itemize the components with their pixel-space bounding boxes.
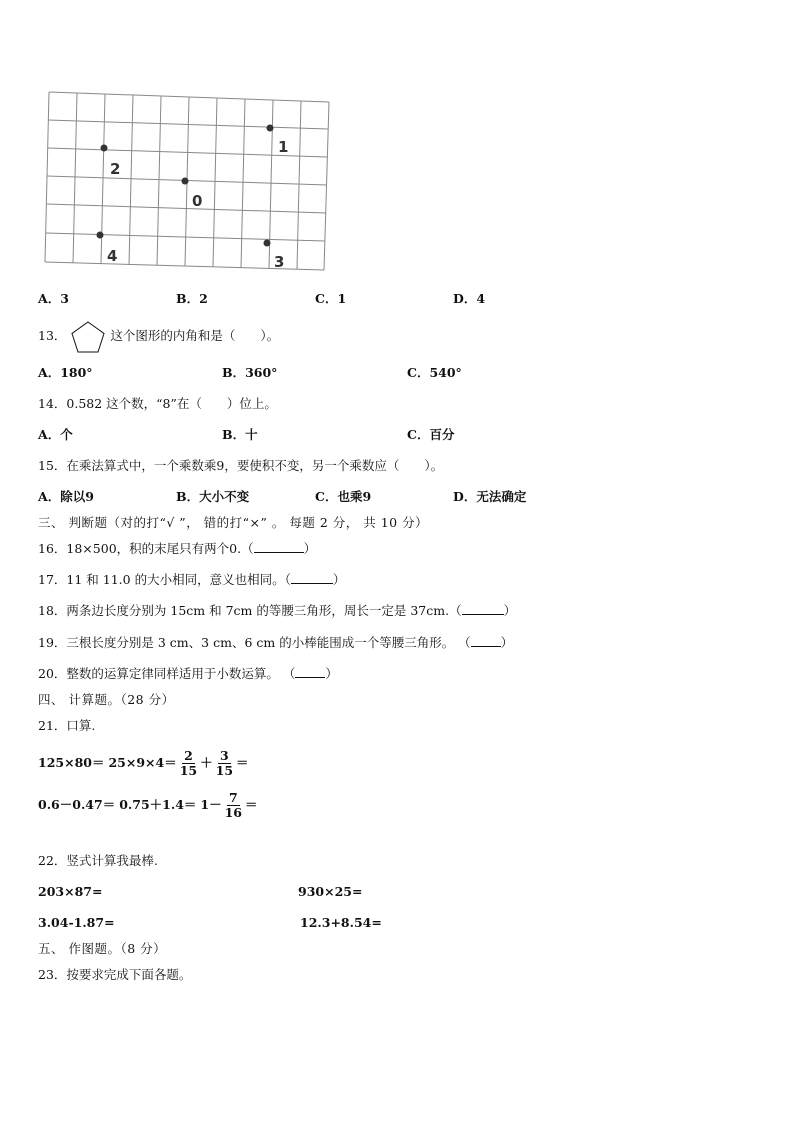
q16-close: ） — [303, 541, 317, 556]
q15-option-b[interactable]: B．大小不变 — [176, 489, 250, 504]
question-21-title: 21．口算. — [38, 718, 96, 733]
q15-option-c[interactable]: C．也乘9 — [315, 489, 372, 504]
q21-expr-4: 0.6－0.47＝ — [38, 797, 116, 812]
q15-option-a[interactable]: A．除以9 — [38, 489, 94, 504]
question-17 — [38, 572, 345, 588]
grid-point-3 — [264, 240, 271, 247]
question-13 — [38, 319, 279, 354]
q19-text: 19．三根长度分别是 3 cm、3 cm、6 cm 的小棒能围成一个等腰三角形。 （ — [38, 635, 471, 650]
q21-fraction-3 — [223, 791, 244, 820]
grid-figure — [42, 90, 332, 272]
grid-point-2 — [101, 145, 108, 152]
question-18 — [38, 603, 516, 619]
q14-option-a[interactable]: A．个 — [38, 427, 73, 442]
fraction-2-denominator: 15 — [215, 762, 234, 778]
q13-option-b[interactable]: B．360° — [222, 365, 278, 380]
q12-option-b[interactable]: B．2 — [176, 291, 208, 306]
question-15: 15．在乘法算式中，一个乘数乘9，要使积不变，另一个乘数应（ ）。 — [38, 458, 444, 473]
q17-text: 17．11 和 11.0 的大小相同，意义也相同。（ — [38, 572, 291, 587]
grid-label-4: 4 — [107, 247, 118, 265]
q21-line-2 — [38, 788, 258, 822]
question-20 — [38, 666, 338, 682]
grid-label-3: 3 — [274, 253, 285, 271]
fraction-3-denominator: 16 — [224, 804, 243, 820]
pentagon-icon — [70, 320, 106, 354]
q16-text: 16．18×500，积的末尾只有两个0.（ — [38, 541, 254, 556]
fraction-1-denominator: 15 — [179, 762, 198, 778]
q16-answer-blank[interactable] — [254, 541, 304, 553]
plus-sign: ＋ — [200, 755, 213, 770]
q19-close: ） — [500, 635, 514, 650]
equals-sign-2: ＝ — [245, 797, 258, 812]
grid-point-0 — [182, 178, 189, 185]
q21-line-1 — [38, 746, 249, 780]
q13-option-a[interactable]: A．180° — [38, 365, 93, 380]
grid-point-1 — [267, 125, 274, 132]
q21-fraction-2 — [214, 749, 235, 778]
q21-fraction-1 — [178, 749, 199, 778]
equals-sign: ＝ — [236, 755, 249, 770]
question-23: 23．按要求完成下面各题。 — [38, 967, 192, 982]
q21-expr-2: 25×9×4＝ — [108, 755, 177, 770]
section-4-heading: 四、 计算题。（28 分） — [38, 692, 175, 707]
q22-item-2: 930×25= — [298, 884, 363, 899]
q12-option-d[interactable]: D．4 — [453, 291, 486, 306]
q13-option-c[interactable]: C．540° — [407, 365, 462, 380]
q13-number: 13． — [38, 328, 67, 343]
question-14: 14．0.582 这个数，“8”在（ ）位上。 — [38, 396, 277, 411]
q22-item-4: 12.3+8.54= — [300, 915, 382, 930]
q20-text: 20．整数的运算定律同样适用于小数运算。 （ — [38, 666, 296, 681]
q22-item-3: 3.04-1.87= — [38, 915, 115, 930]
fraction-3-numerator: 7 — [228, 789, 238, 805]
grid-point-4 — [97, 232, 104, 239]
grid-points — [97, 125, 274, 247]
section-5-heading: 五、 作图题。（8 分） — [38, 941, 167, 956]
grid-label-1: 1 — [278, 138, 289, 156]
q20-answer-blank[interactable] — [295, 666, 325, 678]
q18-answer-blank[interactable] — [462, 603, 504, 615]
q13-text: 这个图形的内角和是（ ）。 — [110, 328, 280, 343]
q12-option-a[interactable]: A．3 — [38, 291, 69, 306]
q21-expr-1: 125×80＝ — [38, 755, 105, 770]
q19-answer-blank[interactable] — [471, 635, 501, 647]
q21-expr-6: 1－ — [200, 797, 222, 812]
q22-item-1: 203×87= — [38, 884, 103, 899]
q14-option-c[interactable]: C．百分 — [407, 427, 455, 442]
q14-option-b[interactable]: B．十 — [222, 427, 258, 442]
q17-answer-blank[interactable] — [291, 572, 333, 584]
q18-close: ） — [503, 603, 517, 618]
q18-text: 18．两条边长度分别为 15cm 和 7cm 的等腰三角形，周长一定是 37cm.（ — [38, 603, 462, 618]
question-22-title: 22．竖式计算我最棒. — [38, 853, 158, 868]
q21-expr-5: 0.75＋1.4＝ — [119, 797, 197, 812]
grid-label-2: 2 — [110, 160, 121, 178]
q15-option-d[interactable]: D．无法确定 — [453, 489, 527, 504]
q17-close: ） — [332, 572, 346, 587]
question-19 — [38, 635, 513, 651]
question-16 — [38, 541, 316, 557]
q20-close: ） — [325, 666, 338, 681]
section-3-heading: 三、 判断题（对的打“√ ”， 错的打“×” 。 每题 2 分， 共 10 分） — [38, 515, 429, 530]
grid-label-0: 0 — [192, 192, 203, 210]
fraction-1-numerator: 2 — [184, 747, 193, 763]
fraction-2-numerator: 3 — [219, 747, 229, 763]
q12-option-c[interactable]: C．1 — [315, 291, 347, 306]
